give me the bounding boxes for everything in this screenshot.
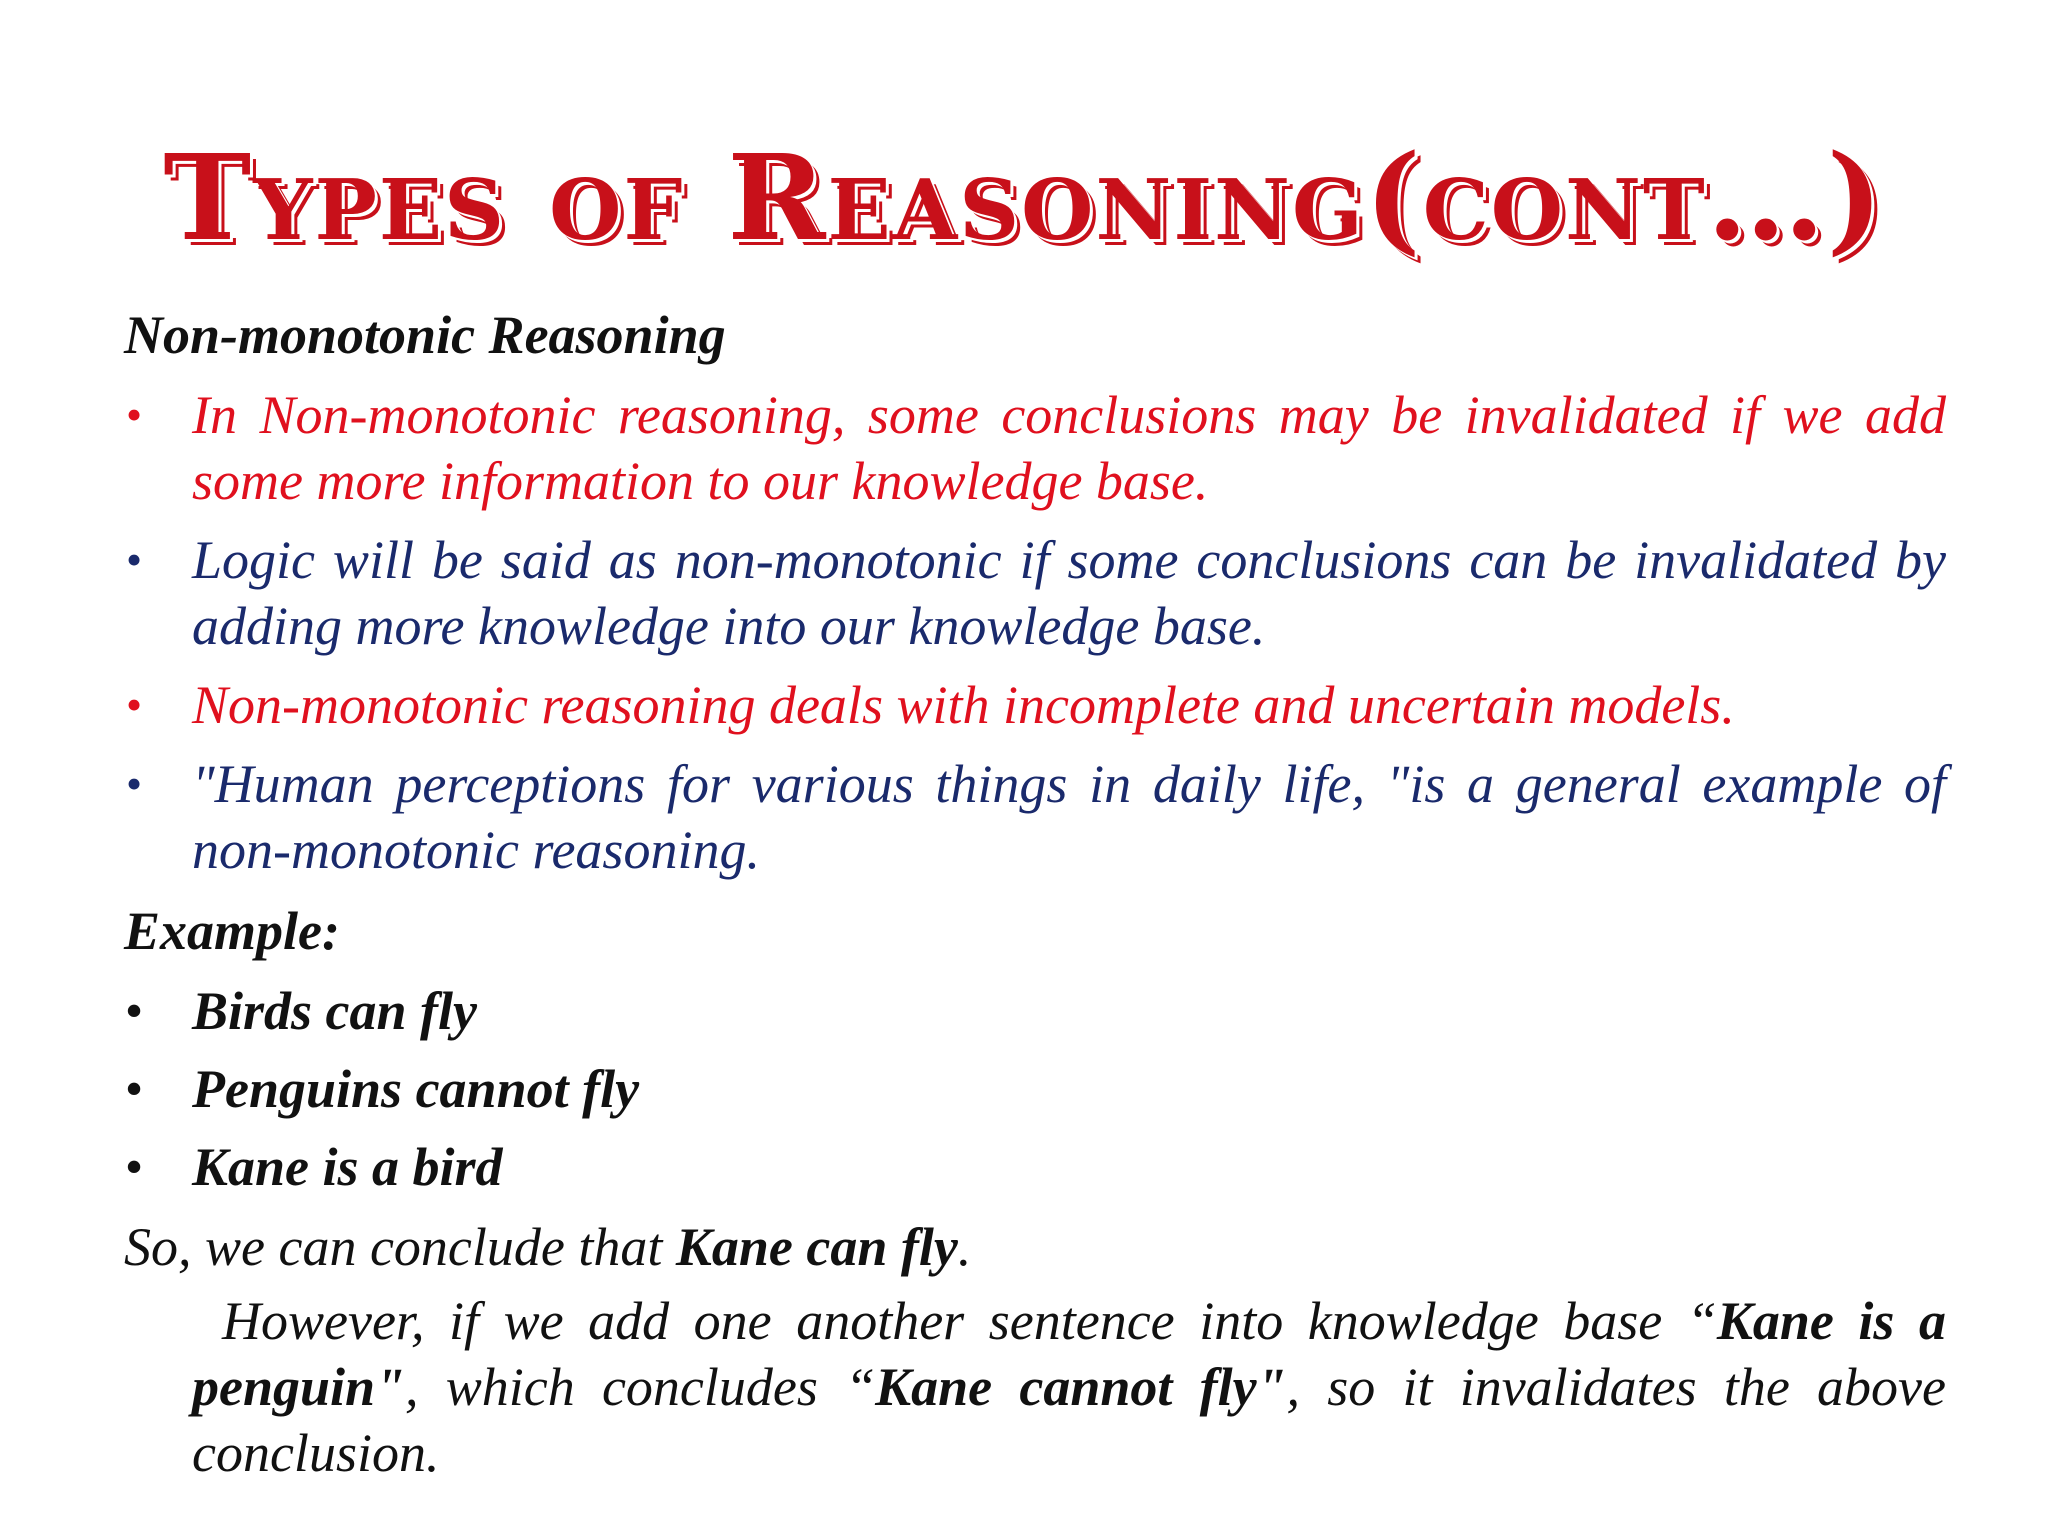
bullet-text: In Non-monotonic reasoning, some conclusions may be invalidated if we add some more information to our knowledge base. [192, 385, 1946, 511]
bullet-icon: • [126, 758, 143, 809]
example-item [124, 1056, 1946, 1122]
bullet-item [124, 527, 1946, 659]
bullet-icon: • [126, 1141, 143, 1192]
however-part-3: , so it invalidates the above conclusion. [192, 1357, 1946, 1483]
however-emphasis-2: Kane cannot fly" [875, 1357, 1287, 1417]
bullet-item [124, 382, 1946, 514]
however-part-2: , which concludes “ [405, 1357, 876, 1417]
bullet-icon: • [126, 534, 143, 585]
example-text: Birds can fly [192, 981, 478, 1041]
example-item [124, 978, 1946, 1044]
conclusion-paragraph [124, 1212, 1946, 1282]
bullet-icon: • [126, 985, 143, 1036]
bullet-item [124, 672, 1946, 738]
conclusion-suffix: . [957, 1217, 972, 1277]
bullet-icon: • [126, 679, 143, 730]
section-heading: Non-monotonic Reasoning [124, 305, 726, 365]
however-part-1: However, if we add one another sentence into knowledge base “ [222, 1291, 1717, 1351]
bullet-text: Non-monotonic reasoning deals with incomplete and uncertain models. [192, 675, 1735, 735]
definition-bullets [124, 382, 1946, 883]
conclusion-emphasis: Kane can fly [675, 1217, 958, 1277]
bullet-text: "Human perceptions for various things in daily life, "is a general example of non-monotonic reasoning. [192, 754, 1946, 880]
conclusion-prefix: So, we can conclude that [124, 1217, 676, 1277]
however-emphasis-1: Kane is a penguin" [192, 1291, 1946, 1417]
bullet-icon: • [126, 389, 143, 440]
bullet-text: Logic will be said as non-monotonic if some conclusions can be invalidated by adding more knowledge into our knowledge base. [192, 530, 1946, 656]
example-text: Penguins cannot fly [192, 1059, 640, 1119]
bullet-item [124, 751, 1946, 883]
example-heading: Example: [124, 901, 340, 961]
example-bullets [124, 978, 1946, 1200]
bullet-icon: • [126, 1063, 143, 1114]
example-text: Kane is a bird [192, 1137, 503, 1197]
example-item [124, 1134, 1946, 1200]
however-paragraph [192, 1288, 1946, 1486]
slide-content [124, 300, 1946, 1486]
slide-title: Types of Reasoning(cont…) [163, 128, 1885, 267]
